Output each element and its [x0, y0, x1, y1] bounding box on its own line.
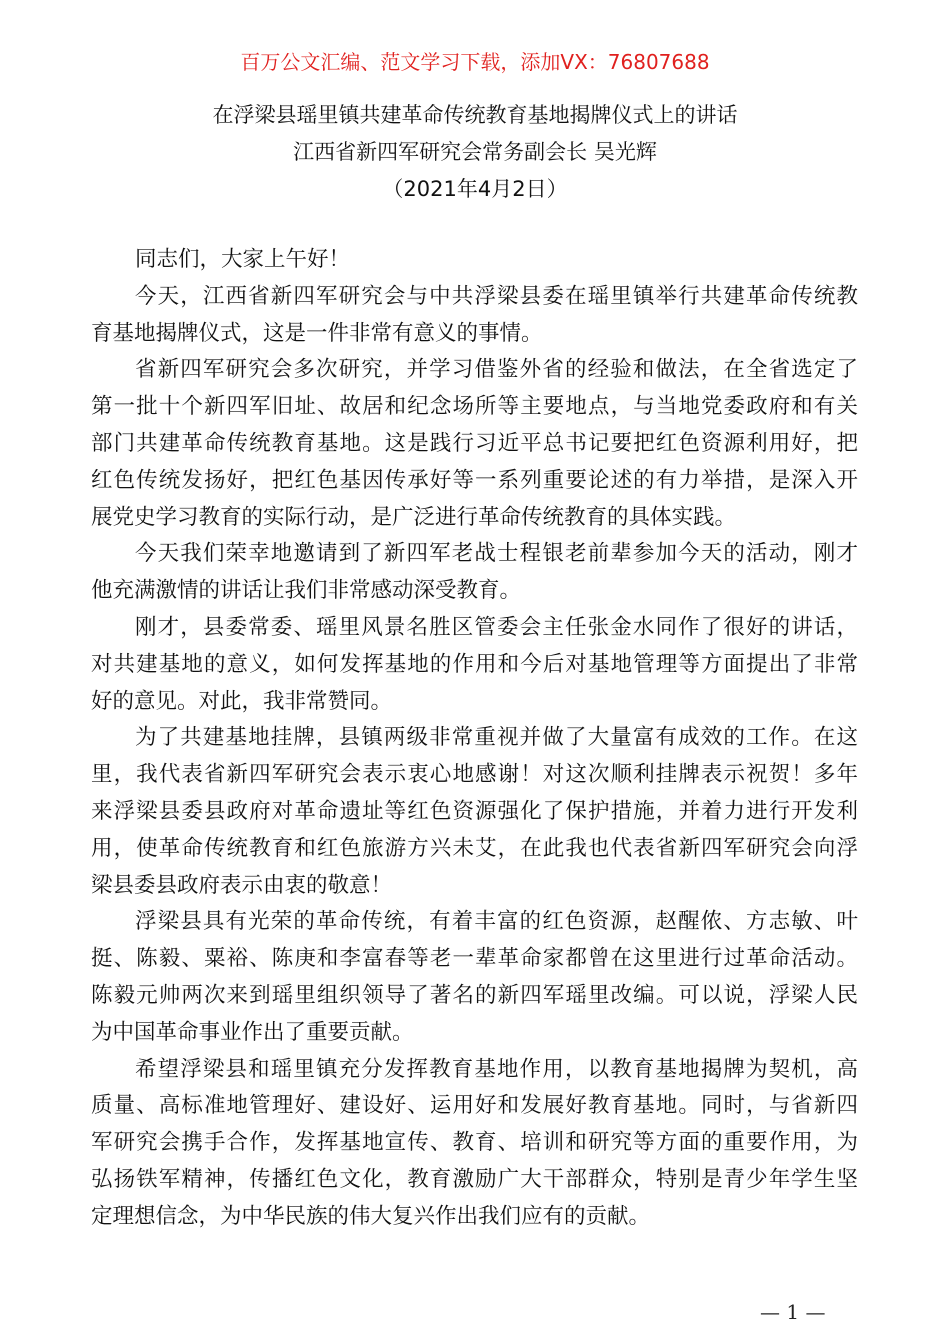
paragraph-line: 同志们，大家上午好！ — [135, 247, 351, 272]
paragraph-line: 部门共建革命传统教育基地。这是践行习近平总书记要把红色资源利用好，把 — [91, 430, 858, 456]
paragraph-line: 省新四军研究会多次研究，并学习借鉴外省的经验和做法，在全省选定了 — [135, 357, 858, 383]
paragraph-line: 第一批十个新四军旧址、故居和纪念场所等主要地点，与当地党委政府和有关 — [91, 394, 858, 420]
page-number: — 1 — — [760, 1300, 826, 1324]
paragraph — [91, 242, 858, 279]
paragraph-line: 展党史学习教育的实际行动，是广泛进行革命传统教育的具体实践。 — [91, 504, 737, 530]
paragraph-line: 里，我代表省新四军研究会表示衷心地感谢！对这次顺利挂牌表示祝贺！多年 — [91, 762, 858, 788]
paragraph — [91, 904, 858, 1051]
paragraph-line: 他充满激情的讲话让我们非常感动深受教育。 — [91, 578, 522, 604]
paragraph — [91, 536, 858, 610]
paragraph-line: 对共建基地的意义，如何发挥基地的作用和今后对基地管理等方面提出了非常 — [91, 651, 858, 677]
paragraph-line: 红色传统发扬好，把红色基因传承好等一系列重要论述的有力举措，是深入开 — [91, 467, 858, 493]
watermark-banner: 百万公文汇编、范文学习下载，添加VX：76807688 — [240, 50, 710, 74]
paragraph-line: 好的意见。对此，我非常赞同。 — [91, 688, 393, 714]
paragraph-line: 弘扬铁军精神，传播红色文化，教育激励广大干部群众，特别是青少年学生坚 — [91, 1166, 858, 1192]
paragraph-line: 育基地揭牌仪式，这是一件非常有意义的事情。 — [91, 320, 543, 346]
paragraph-line: 为中国革命事业作出了重要贡献。 — [91, 1019, 414, 1045]
speech-date: （2021年4月2日） — [382, 177, 568, 201]
paragraph — [91, 279, 858, 353]
paragraph — [91, 720, 858, 904]
paragraph-line: 挺、陈毅、粟裕、陈庚和李富春等老一辈革命家都曾在这里进行过革命活动。 — [91, 946, 858, 972]
paragraph-line: 用，使革命传统教育和红色旅游方兴未艾，在此我也代表省新四军研究会向浮 — [91, 835, 858, 861]
paragraph-line: 军研究会携手合作，发挥基地宣传、教育、培训和研究等方面的重要作用，为 — [91, 1130, 858, 1156]
paragraph — [91, 1052, 858, 1236]
paragraph-line: 刚才，县委常委、瑶里风景名胜区管委会主任张金水同作了很好的讲话， — [135, 614, 858, 640]
paragraph — [91, 352, 858, 536]
paragraph-line: 今天我们荣幸地邀请到了新四军老战士程银老前辈参加今天的活动，刚才 — [135, 541, 858, 567]
paragraph-line: 今天，江西省新四军研究会与中共浮梁县委在瑶里镇举行共建革命传统教 — [135, 283, 858, 309]
speaker-line: 江西省新四军研究会常务副会长 吴光辉 — [293, 140, 657, 164]
document-title: 在浮梁县瑶里镇共建革命传统教育基地揭牌仪式上的讲话 — [212, 103, 738, 127]
speech-body — [91, 242, 858, 1236]
paragraph-line: 浮梁县具有光荣的革命传统，有着丰富的红色资源，赵醒侬、方志敏、叶 — [135, 909, 858, 935]
paragraph — [91, 610, 858, 720]
paragraph-line: 定理想信念，为中华民族的伟大复兴作出我们应有的贡献。 — [91, 1203, 651, 1229]
paragraph-line: 陈毅元帅两次来到瑶里组织领导了著名的新四军瑶里改编。可以说，浮梁人民 — [91, 982, 858, 1008]
paragraph-line: 为了共建基地挂牌，县镇两级非常重视并做了大量富有成效的工作。在这 — [135, 725, 858, 751]
paragraph-line: 梁县委县政府表示由衷的敬意！ — [91, 872, 393, 898]
paragraph-line: 质量、高标准地管理好、建设好、运用好和发展好教育基地。同时，与省新四 — [91, 1093, 858, 1119]
paragraph-line: 来浮梁县委县政府对革命遗址等红色资源强化了保护措施，并着力进行开发利 — [91, 798, 858, 824]
paragraph-line: 希望浮梁县和瑶里镇充分发挥教育基地作用，以教育基地揭牌为契机，高 — [135, 1056, 858, 1082]
